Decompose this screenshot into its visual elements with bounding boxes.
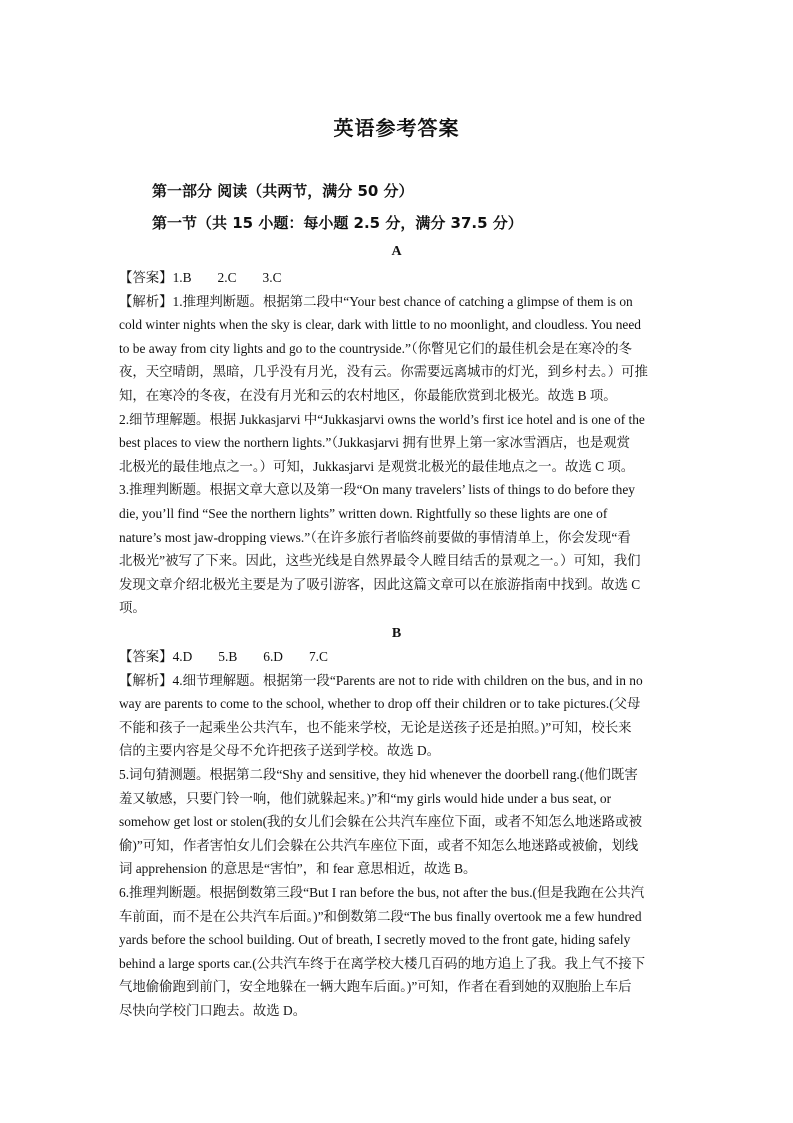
answer-prefix: 【答案】 — [119, 649, 173, 664]
section-b-content — [119, 645, 679, 1023]
section-a-label: A — [391, 244, 402, 259]
answer-item: 3.C — [262, 270, 282, 285]
answer-item: 5.B — [218, 649, 238, 664]
explanation-line: 项。 — [119, 600, 146, 616]
answer-prefix: 【答案】 — [119, 270, 173, 285]
explanation-line: 偷)”可知，作者害怕女儿们会躲在公共汽车座位下面，或者不知怎么地迷路或被偷，划线 — [119, 837, 639, 853]
explanation-line: 羞又敏感，只要门铃一响，他们就躲起来。)”和“my girls would hide under a bus seat, or — [119, 790, 612, 806]
explanation-line: 5.词句猜测题。根据第二段“Shy and sensitive, they hid whenever the doorbell rang.(他们既害 — [119, 766, 638, 782]
answer-item: 1.B — [172, 270, 192, 285]
explanation-line: die, you’ll find “See the northern lights” written down. Rightfully so these lights are one of — [119, 505, 608, 521]
explanation-line: 词 apprehension 的意思是“害怕”，和 fear 意思相近，故选 B。 — [119, 861, 477, 877]
explanation-line: behind a large sports car.(公共汽车终于在离学校大楼几百码的地方追上了我。我上气不接下 — [119, 955, 646, 971]
explanation-line: 尽快向学校门口跑去。故选 D。 — [119, 1002, 307, 1018]
explanation-line: 不能和孩子一起乘坐公共汽车，也不能来学校，无论是送孩子还是拍照。)”可知，校长来 — [119, 719, 632, 735]
page-title: 英语参考答案 — [333, 116, 460, 140]
explanation-line: best places to view the northern lights.”（Jukkasjarvi 拥有世界上第一家冰雪酒店，也是观赏 — [119, 435, 631, 451]
explanation-line: 知，在寒冷的冬夜，在没有月光和云的农村地区，你最能欣赏到北极光。故选 B 项。 — [119, 387, 617, 403]
answer-item: 7.C — [308, 649, 328, 664]
explanation-line: nature’s most jaw-dropping views.”（在许多旅行者临终前要做的事情清单上，你会发现“看 — [119, 529, 631, 545]
answer-item: 2.C — [217, 270, 237, 285]
explanation-line: 【解析】4.细节理解题。根据第一段“Parents are not to ride with children on the bus, and in no — [119, 672, 643, 688]
explanation-line: 【解析】1.推理判断题。根据第二段中“Your best chance of catching a glimpse of them is on — [119, 293, 633, 309]
explanation-line: yards before the school building. Out of breath, I secretly moved to the front gate, hiding safely — [119, 932, 631, 948]
explanation-line: 夜，天空晴朗，黑暗，几乎没有月光，没有云。你需要远离城市的灯光，到乡村去。）可推 — [119, 364, 648, 380]
explanation-line: 信的主要内容是父母不允许把孩子送到学校。故选 D。 — [119, 743, 441, 759]
section-a-answers — [119, 266, 679, 290]
section-a-content — [119, 266, 679, 620]
explanation-line: 发现文章介绍北极光主要是为了吸引游客，因此这篇文章可以在旅游指南中找到。故选 C — [119, 576, 641, 592]
explanation-line: somehow get lost or stolen(我的女儿们会躲在公共汽车座位下面，或者不知怎么地迷路或被 — [119, 814, 642, 830]
explanation-line: way are parents to come to the school, whether to drop off their children or to take pictures.(父母 — [119, 696, 641, 712]
explanation-line: 3.推理判断题。根据文章大意以及第一段“On many travelers’ lists of things to do before they — [119, 482, 635, 498]
answer-item: 4.D — [172, 649, 193, 664]
section-b-label: B — [391, 626, 402, 641]
explanation-line: 车前面，而不是在公共汽车后面。)”和倒数第二段“The bus finally overtook me a few hundred — [119, 908, 642, 924]
explanation-line: 气地偷偷跑到前门，安全地躲在一辆大跑车后面。)”可知，作者在看到她的双胞胎上车后 — [119, 979, 632, 995]
explanation-line: to be away from city lights and go to the countryside.”（你瞥见它们的最佳机会是在寒冷的冬 — [119, 340, 632, 356]
section-b-answers — [119, 645, 679, 669]
explanation-line: cold winter nights when the sky is clear, dark with little to no moonlight, and cloudless. You need — [119, 317, 641, 333]
answer-item: 6.D — [263, 649, 283, 664]
explanation-line: 北极光”被写了下来。因此，这些光线是自然界最令人瞠目结舌的景观之一。）可知，我们 — [119, 553, 641, 569]
section-one-heading: 第一节（共 15 小题：每小题 2.5 分，满分 37.5 分） — [152, 214, 523, 232]
part-one-heading: 第一部分 阅读（共两节，满分 50 分） — [152, 182, 414, 200]
explanation-line: 6.推理判断题。根据倒数第三段“But I ran before the bus, not after the bus.(但是我跑在公共汽 — [119, 884, 645, 900]
explanation-line: 2.细节理解题。根据 Jukkasjarvi 中“Jukkasjarvi owns the world’s first ice hotel and is one of the — [119, 411, 645, 427]
explanation-line: 北极光的最佳地点之一。）可知，Jukkasjarvi 是观赏北极光的最佳地点之一。故选 C 项。 — [119, 458, 635, 474]
